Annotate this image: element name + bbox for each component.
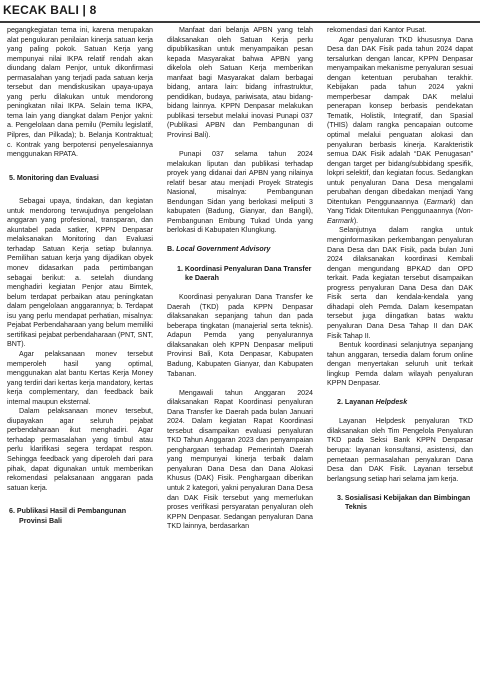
column-3 (327, 26, 473, 676)
section-heading (167, 245, 313, 255)
paragraph: Sebagai upaya, tindakan, dan kegiatan untuk mendorong terwujudnya pengelolaan anggaran yang profesional, transparan, dan akuntabel pada satker, KPPN Denpasar melaksanakan Monitoring dan Evaluasi terhadap Satuan Kerja setiap bulannya. Pemilihan satuan kerja yang dijadikan obyek monev didasarkan pada pertimbangan sebagai berikut: a. setelah diundang menghadiri kegiatan Penjor atau Bimtek, belum terdapat perbaikan atau peningkatan dalam pengelolaan anggarannya; b. Terdapat isu yang perlu mendapat perhatian, misalnya: Pejabat Perbendaharaan yang belum memiliki sertifikasi pejabat perbendaharaan (PNT, SNT, BNT). (7, 197, 153, 349)
text-run-italic: Non-Earmark (327, 207, 473, 225)
section-heading: 5. Monitoring dan Evaluasi (9, 173, 99, 182)
paragraph: Layanan Helpdesk penyaluran TKD dilaksanakan oleh Tim Pengelola Penyaluran TKD pada Seksi Bank KPPN Denpasar berupa: layanan konsultansi, asistensi, dan pemetaan permasalahan penyaluran Dana Desa dan DAK Fisik. Layanan tersebut berlangsung setiap hari selama jam kerja. (327, 417, 473, 483)
column-2 (167, 26, 313, 676)
text-run: ). (353, 216, 359, 225)
heading-prefix: B. (167, 245, 177, 254)
text-run-italic: Earmark (426, 197, 454, 206)
paragraph: Manfaat dari belanja APBN yang telah dilaksanakan oleh Satuan Kerja perlu dipublikasikan untuk menyampaikan pesan kepada Masyarakat bahwa APBN yang dikelola oleh Satuan Kerja memberikan manfaat bagi Masyarakat dalam berbagai bidang, antara lain: bidang infrastruktur, pendidikan, budaya, pariwisata, atau bidang-bidang lainnya. KPPN Denpasar melakukan publikasi tersebut melalui inovasi Punapi 037 (Publikasi APBN dan Pembangunan di Provinsi Bali). (167, 26, 313, 140)
paragraph: Dalam pelaksanaan monev tersebut, diupayakan agar seluruh pejabat perbendaharaan ikut menghadiri. Agar terhadap permasalahan yang timbul atau perlu klarifikasi segera terdapat respon. Sehingga feedback yang diperoleh dari para pihak, dapat digunakan untuk memberikan rekomendasi pelaksanaan anggaran pada satuan kerja. (7, 407, 153, 492)
paragraph: Punapi 037 selama tahun 2024 melakukan liputan dan publikasi terhadap proyek yang didanai dari APBN yang nilainya relatif besar atau menjadi Proyek Strategis Nasional, misalnya: Pembangunan Bendungan Sidan yang berlokasi meliputi 3 kabupaten (Badung, Gianyar, dan Bangli), Pembangunan Embung Tukad Unda yang berlokasi di Kabupaten Klungkung. (167, 150, 313, 235)
paragraph: rekomendasi dari Kantor Pusat. (327, 26, 427, 34)
paragraph: Mengawali tahun Anggaran 2024 dilaksanakan Rapat Koordinasi penyaluran Dana Transfer ke Daerah pada bulan Januari 2024. Dalam kegiatan Rapat Koordinasi tersebut disampaikan evaluasi penyaluran TKD Tahun Anggaran 2023 dan penyampaian penghargaan terhadap Pemerintah Daerah yang mempunyai kinerja terbaik dalam penyaluran Dana Desa dan Dana Alokasi Khusus (DAK) Fisik. Penghargaan diberikan untuk 2 kategori, yakni penyaluran Dana Desa dan DAK Fisik tersebut yang memerlukan proses verifikasi persyaratan penyaluran oleh KPPN Denpasar. Sedangan penyaluran Dana TKD lainnya, berdasarkan (167, 388, 313, 531)
subsection-heading (327, 398, 473, 408)
paragraph: Agar pelaksanaan monev tersebut memperoleh hasil yang optimal, menggunakan alat bantu Kertas Kerja Money yang terdiri dari kertas kerja mandatory, kertas kerja complementary, dan feedback baik internal maupun eksternal. (7, 349, 153, 406)
header-divider (0, 21, 480, 23)
paragraph: Bentuk koordinasi selanjutnya sepanjang tahun anggaran, tersedia dalam forum online dengan menyertakan seluruh unit terkait lingkup Pemda dalam wilayah penyaluran KPPN Denpasar. (327, 341, 473, 388)
column-1 (7, 26, 153, 676)
page-header (0, 0, 480, 22)
text-run: ) dan Yang Tidak Ditentukan Penggunaannya ( (327, 197, 473, 216)
text-run: Agar penyaluran TKD khususnya Dana Desa dan DAK Fisik pada tahun 2024 dapat tersalurkan dengan lancar, KPPN Denpasar menyampaikan mekanisme penyaluran sesuai dengan ketentuan perubahan terakhir. Kebijakan pada tahun 2024 yakni memperbesar dampak DAK melalui penerapan konsep berbasis pendekatan Tematik, Holistik, Integratif, dan Spasial (THIS) dalam rangka pencapaian outcome optimal melalui penguatan alokasi dan penyaluran berbasis kinerja. Karakteristik semua DAK Fisik adalah “DAK Penugasan” dengan target per bidang/subbidang spesifik, lokpri selektif, dan kegiatan focus. Sedangkan untuk penyaluran Dana Desa mengalami perubahan dengan dibedakan menjadi Yang Ditentukan Penggunaannya ( (327, 35, 473, 206)
paragraph: Koordinasi penyaluran Dana Transfer ke Daerah (TKD) pada KPPN Denpasar dilaksanakan sepanjang tahun dan pada beberapa tingkatan (manajerial serta teknis). Adapun Pemda yang penyalurannya dilaksanakan oleh KPPN Denpasar meliputi Provinsi Bali, Kota Denpasar, Kabupaten Badung, Kabupaten Gianyar, dan Kabupaten Tabanan. (167, 293, 313, 378)
heading-italic: Helpdesk (375, 398, 408, 407)
subsection-heading: 3. Sosialisasi Kebijakan dan Bimbingan Teknis (337, 493, 471, 512)
heading-title: Local Government Advisory (176, 245, 271, 254)
paragraph (327, 36, 473, 227)
subsection-heading: 1. Koordinasi Penyaluran Dana Transfer ke Daerah (177, 264, 312, 283)
paragraph: Selanjutnya dalam rangka untuk menginformasikan perkembangan penyaluran Dana Desa dan DAK Fisik, pada bulan Juni 2024 dilaksanakan koordinasi Kembali dengan mengundang BPKAD dan OPD terkait. Pada kegiatan tersebut disampaikan progress penyaluran Dana Desa dan DAK Fisik serta dan kendala-kendala yang dihadapi oleh Pemda. Dalam kesempatan tersebut juga diingatkan batas waktu penyaluran Dana Desa Tahap II dan DAK Fisik Tahap II. (327, 226, 473, 340)
heading-prefix: 2. Layanan (337, 398, 376, 407)
header-title: KECAK BALI | 8 (3, 3, 97, 17)
section-heading: 6. Publikasi Hasil di Pembangunan Provinsi Bali (9, 507, 127, 525)
paragraph: pegangkegiatan tema ini, karena merupakan alat pengukuran penilaian kinerja satuan kerja yang paling pokok. Satuan Kerja yang mempunyai nilai IKPA relatif rendah akan diundang dalam Penjor, untuk dikonfirmasi permasalahan yang terjadi pada satuan kerja tersebut dan mendiskusikan upaya-upaya yang perlu dilakukan untuk mendorong peningkatan nilai IKPA. Selain tema IKPA, tema lain yang diangkat dalam Penjor yakni: a. Pengelolaan dana pemilu (Pemilu legislatif, Pilpres, dan Pilkada); b. Belanja Kontraktual; c. Kontrak yang berpotensi penyelesaiannya menggunakan RPATA. (7, 26, 153, 159)
